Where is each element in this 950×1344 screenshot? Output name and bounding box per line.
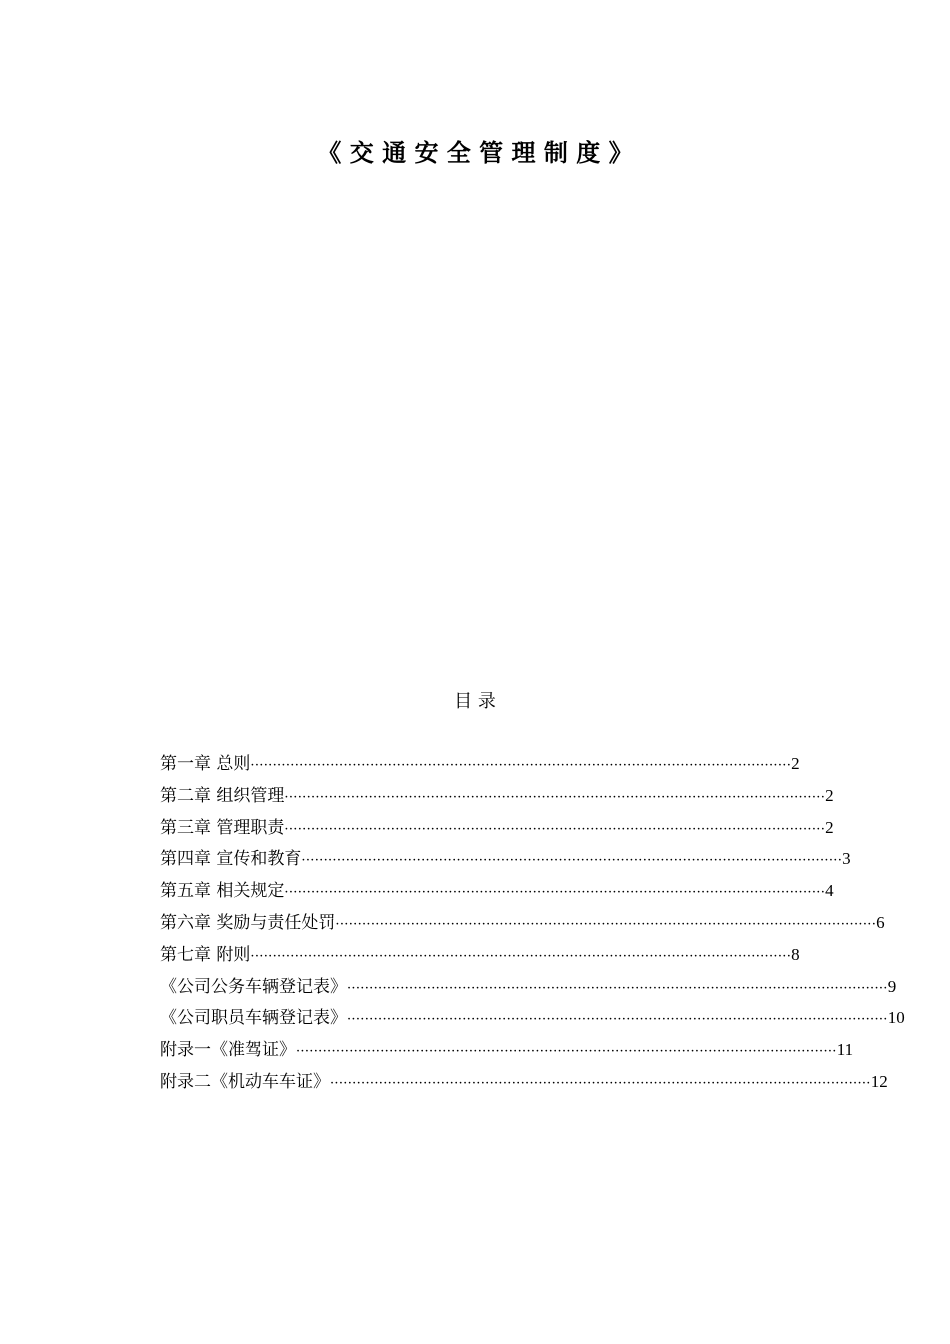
toc-item-label: 《公司职员车辆登记表》 [160,1008,347,1029]
toc-item-label: 第七章 附则 [160,944,251,965]
toc-item-chapter-3[interactable] [160,814,834,846]
toc-item-page: 12 [870,1071,888,1091]
toc-item-page: 3 [842,849,851,869]
toc-item-label: 第四章 宣传和教育 [160,849,302,870]
toc-item-chapter-4[interactable] [160,845,851,877]
toc-item-page: 8 [791,944,800,964]
toc-leader-dots: ·························································································································· [250,948,792,964]
toc-leader-dots: ·························································································································· [284,885,826,901]
document-title: 《 交 通 安 全 管 理 制 度 》 [317,139,633,167]
toc-item-label: 第一章 总则 [160,754,251,774]
toc-leader-dots: ·························································································································· [296,1044,837,1060]
toc-item-label: 第二章 组织管理 [160,785,285,806]
toc-item-appendix-2[interactable] [160,1068,888,1100]
toc-leader-dots: ·························································································································· [330,1075,871,1091]
toc-item-page: 2 [791,754,800,773]
toc-leader-dots: ·························································································································· [301,853,843,869]
toc-item-label: 附录一《准驾证》 [160,1040,296,1061]
toc-leader-dots: ·························································································································· [347,980,888,996]
toc-item-staff-vehicle-form[interactable] [160,1004,905,1036]
toc-leader-dots: ·························································································································· [284,789,826,805]
toc-item-label: 第六章 奖励与责任处罚 [160,912,336,933]
toc-item-page: 2 [825,785,834,805]
toc-item-page: 11 [836,1040,854,1060]
toc-item-page: 2 [825,817,834,837]
toc-item-label: 第五章 相关规定 [160,881,285,902]
toc-leader-dots: ·························································································································· [347,1012,888,1028]
toc-item-official-vehicle-form[interactable] [160,973,897,1005]
toc-item-page: 4 [825,881,834,901]
toc-item-label: 附录二《机动车车证》 [160,1071,330,1092]
toc-item-page: 9 [887,976,897,996]
toc-item-chapter-6[interactable] [160,909,885,941]
toc-leader-dots: ·························································································································· [335,916,877,932]
toc-item-chapter-7[interactable] [160,941,800,973]
toc-item-label: 第三章 管理职责 [160,817,285,838]
toc-item-chapter-5[interactable] [160,877,834,909]
toc-item-page: 10 [887,1008,905,1028]
toc-item-label: 《公司公务车辆登记表》 [160,976,347,997]
toc-item-chapter-2[interactable] [160,782,834,814]
toc-item-chapter-1[interactable] [160,750,800,782]
toc-item-page: 6 [876,912,885,932]
toc-item-appendix-1[interactable] [160,1036,854,1068]
toc-leader-dots: ·························································································································· [284,821,826,837]
toc-heading: 目 录 [454,691,496,712]
table-of-contents [160,750,905,1100]
toc-leader-dots: ·························································································································· [250,758,792,773]
